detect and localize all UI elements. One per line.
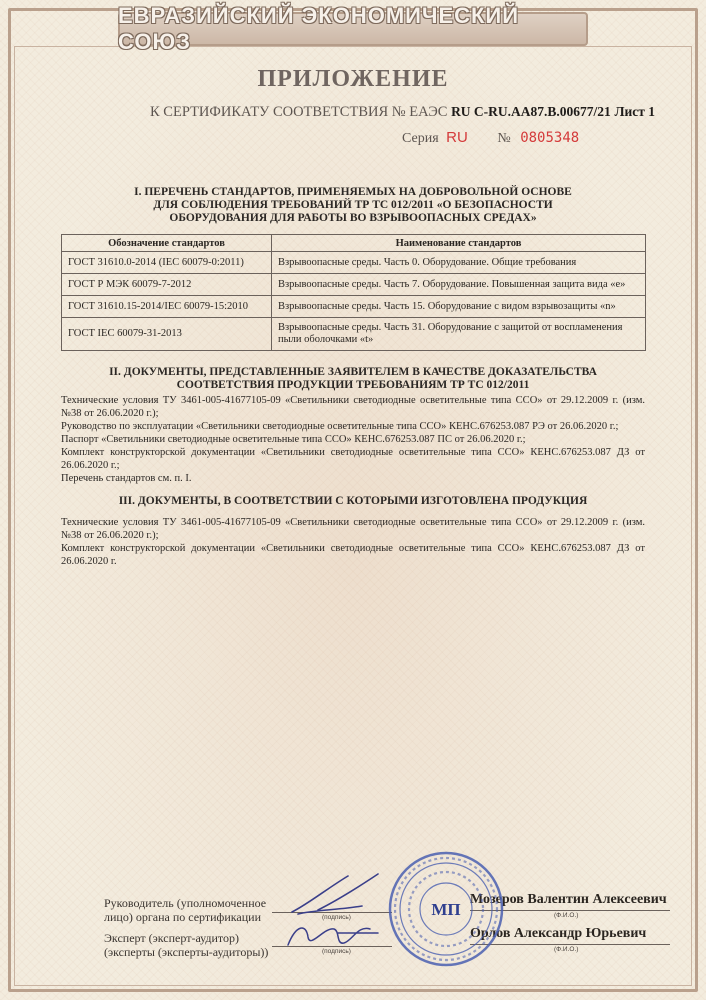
section1-heading-line: ОБОРУДОВАНИЯ ДЛЯ РАБОТЫ ВО ВЗРЫВООПАСНЫХ СРЕДАХ»	[169, 212, 537, 224]
section1-heading	[0, 186, 706, 225]
table-cell: Взрывоопасные среды. Часть 0. Оборудование. Общие требования	[272, 252, 646, 274]
series-line	[402, 129, 579, 147]
document-entry: Руководство по эксплуатации «Светильники светодиодные осветительные типа ССО» КЕНС.676253.087 РЭ от 26.06.2020 г.;	[61, 421, 619, 432]
document-entry: Комплект конструкторской документации «Светильники светодиодные осветительные типа ССО» КЕНС.676253.087 ДЗ от 26.06.2020 г.	[61, 543, 645, 567]
label-line: Эксперт (эксперт-аудитор)	[104, 931, 240, 945]
section3-heading: III. ДОКУМЕНТЫ, В СООТВЕТСТВИИ С КОТОРЫМИ ИЗГОТОВЛЕНА ПРОДУКЦИЯ	[118, 495, 588, 507]
table-row	[62, 296, 646, 318]
expert-name: Орлов Александр Юрьевич	[470, 926, 647, 941]
label-line: Руководитель (уполномоченное	[104, 896, 267, 910]
expert-signature-hint: (подпись)	[322, 948, 351, 955]
table-row	[62, 318, 646, 351]
table-cell: ГОСТ IEC 60079-31-2013	[62, 318, 272, 351]
document-entry: Технические условия ТУ 3461-005-41677105-09 «Светильники светодиодные осветительные типа ССО» от 29.12.2009 г. (изм. №38 от 26.06.2020 г.);	[61, 517, 645, 541]
document-entry: Перечень стандартов см. п. I.	[61, 473, 192, 484]
table-header-row	[62, 235, 646, 252]
page-title: ПРИЛОЖЕНИЕ	[257, 66, 449, 92]
table-row	[62, 274, 646, 296]
union-banner	[118, 3, 588, 54]
head-name: Мозеров Валентин Алексеевич	[470, 892, 667, 907]
section1-heading-line: ДЛЯ СОБЛЮДЕНИЯ ТРЕБОВАНИЙ ТР ТС 012/2011 «О БЕЗОПАСНОСТИ	[153, 199, 553, 211]
section2-heading	[0, 366, 706, 392]
certificate-subtitle	[150, 104, 655, 121]
series-number: 0805348	[520, 130, 580, 146]
table-cell: ГОСТ Р МЭК 60079-7-2012	[62, 274, 272, 296]
certificate-number: RU C-RU.AA87.B.00677/21	[451, 104, 611, 119]
table-cell: ГОСТ 31610.15-2014/IEC 60079-15:2010	[62, 296, 272, 318]
document-entry: Технические условия ТУ 3461-005-41677105-09 «Светильники светодиодные осветительные типа ССО» от 29.12.2009 г. (изм. №38 от 26.06.2020 г.);	[61, 395, 645, 419]
standards-table	[61, 234, 646, 351]
table-cell: Взрывоопасные среды. Часть 15. Оборудование с видом взрывозащиты «n»	[272, 296, 646, 318]
section1-heading-line: I. ПЕРЕЧЕНЬ СТАНДАРТОВ, ПРИМЕНЯЕМЫХ НА ДОБРОВОЛЬНОЙ ОСНОВЕ	[134, 186, 572, 198]
document-entry: Комплект конструкторской документации «Светильники светодиодные осветительные типа ССО» КЕНС.676253.087 ДЗ от 26.06.2020 г.;	[61, 447, 645, 471]
head-signature-image	[278, 870, 388, 920]
sheet-number: Лист 1	[614, 104, 656, 119]
head-fio-hint: (Ф.И.О.)	[554, 912, 579, 919]
section2-heading-line: II. ДОКУМЕНТЫ, ПРЕДСТАВЛЕННЫЕ ЗАЯВИТЕЛЕМ В КАЧЕСТВЕ ДОКАЗАТЕЛЬСТВА	[109, 366, 597, 378]
table-row	[62, 252, 646, 274]
head-signature-hint: (подпись)	[322, 914, 351, 921]
expert-signature-image	[278, 915, 388, 955]
subtitle-prefix: К СЕРТИФИКАТУ СООТВЕТСТВИЯ № ЕАЭС	[150, 104, 448, 120]
table-cell: Взрывоопасные среды. Часть 31. Оборудование с защитой от воспламенения пыли оболочками «t»	[272, 318, 646, 351]
table-cell: Взрывоопасные среды. Часть 7. Оборудование. Повышенная защита вида «е»	[272, 274, 646, 296]
section2-heading-line: СООТВЕТСТВИЯ ПРОДУКЦИИ ТРЕБОВАНИЯМ ТР ТС 012/2011	[176, 379, 530, 391]
series-label: Серия	[402, 131, 439, 146]
series-code: RU	[446, 129, 468, 146]
label-line: лицо) органа по сертификации	[104, 910, 261, 924]
table-header: Обозначение стандартов	[62, 235, 272, 252]
banner-text: ЕВРАЗИЙСКИЙ ЭКОНОМИЧЕСКИЙ СОЮЗ	[118, 3, 520, 54]
table-cell: ГОСТ 31610.0-2014 (IEC 60079-0:2011)	[62, 252, 272, 274]
head-signatory-label	[104, 896, 266, 924]
certification-stamp-icon	[387, 850, 505, 968]
series-number-label: №	[497, 131, 511, 146]
stamp-center-text: МП	[431, 900, 461, 919]
label-line: (эксперты (эксперты-аудиторы))	[104, 945, 269, 959]
table-header: Наименование стандартов	[272, 235, 646, 252]
expert-fio-hint: (Ф.И.О.)	[554, 946, 579, 953]
section2-body	[61, 394, 645, 485]
expert-signatory-label	[104, 931, 268, 959]
section3-body	[61, 516, 645, 568]
document-entry: Паспорт «Светильники светодиодные осветительные типа ССО» КЕНС.676253.087 ПС от 26.06.2020 г.;	[61, 434, 526, 445]
